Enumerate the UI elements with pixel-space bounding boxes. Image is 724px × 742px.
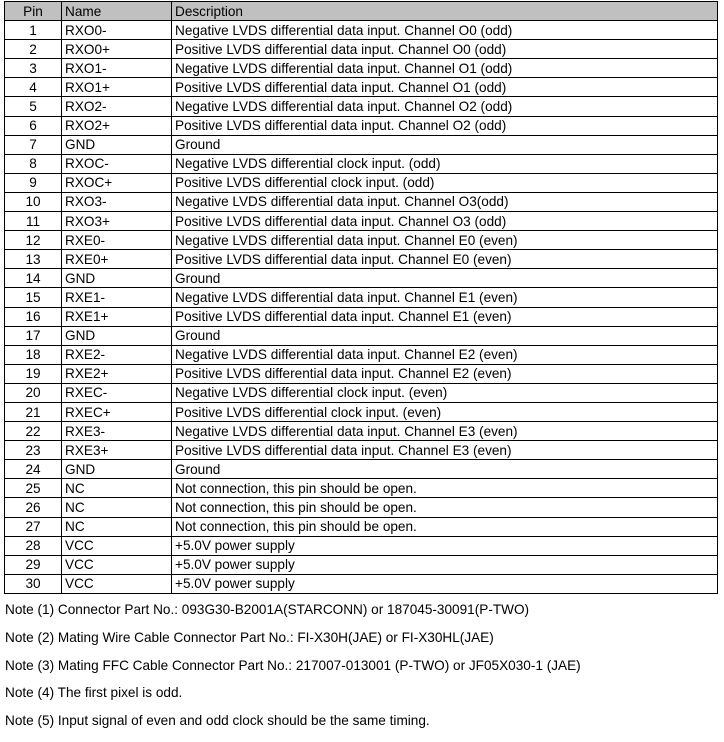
description-cell: Positive LVDS differential data input. Channel E2 (even) bbox=[172, 364, 718, 383]
pin-cell: 16 bbox=[5, 307, 62, 326]
description-cell: Positive LVDS differential data input. Channel E1 (even) bbox=[172, 307, 718, 326]
description-cell: Not connection, this pin should be open. bbox=[172, 498, 718, 517]
description-cell: Negative LVDS differential data input. Channel O2 (odd) bbox=[172, 97, 718, 116]
table-row bbox=[5, 231, 718, 250]
table-row bbox=[5, 269, 718, 288]
description-cell: Negative LVDS differential data input. Channel E2 (even) bbox=[172, 345, 718, 364]
table-row bbox=[5, 97, 718, 116]
signal-name-cell: RXOC- bbox=[62, 154, 172, 173]
signal-name-cell: RXO0+ bbox=[62, 40, 172, 59]
description-cell: Ground bbox=[172, 460, 718, 479]
pin-cell: 7 bbox=[5, 135, 62, 154]
signal-name-cell: RXO2+ bbox=[62, 116, 172, 135]
description-cell: +5.0V power supply bbox=[172, 536, 718, 555]
description-cell: Negative LVDS differential clock input. (odd) bbox=[172, 154, 718, 173]
pin-cell: 10 bbox=[5, 192, 62, 211]
table-row bbox=[5, 59, 718, 78]
note-line: Note (4) The first pixel is odd. bbox=[5, 685, 183, 701]
table-row bbox=[5, 40, 718, 59]
pin-cell: 25 bbox=[5, 479, 62, 498]
table-row bbox=[5, 364, 718, 383]
signal-name-cell: VCC bbox=[62, 574, 172, 593]
table-row bbox=[5, 460, 718, 479]
signal-name-cell: RXE0+ bbox=[62, 250, 172, 269]
table-row bbox=[5, 326, 718, 345]
table-header-row bbox=[5, 2, 718, 21]
pin-column-header: Pin bbox=[5, 2, 62, 21]
table-row bbox=[5, 116, 718, 135]
table-row bbox=[5, 192, 718, 211]
note-line: Note (5) Input signal of even and odd clock should be the same timing. bbox=[5, 713, 430, 729]
pin-cell: 2 bbox=[5, 40, 62, 59]
pin-cell: 22 bbox=[5, 422, 62, 441]
table-row bbox=[5, 402, 718, 421]
description-cell: Negative LVDS differential data input. Channel E3 (even) bbox=[172, 422, 718, 441]
table-row bbox=[5, 422, 718, 441]
table-row bbox=[5, 288, 718, 307]
description-cell: Positive LVDS differential data input. Channel O2 (odd) bbox=[172, 116, 718, 135]
signal-name-cell: RXE2- bbox=[62, 345, 172, 364]
pin-cell: 5 bbox=[5, 97, 62, 116]
description-cell: Negative LVDS differential data input. Channel E1 (even) bbox=[172, 288, 718, 307]
pin-cell: 3 bbox=[5, 59, 62, 78]
table-row bbox=[5, 498, 718, 517]
table-row bbox=[5, 555, 718, 574]
description-cell: Negative LVDS differential data input. Channel O1 (odd) bbox=[172, 59, 718, 78]
pin-cell: 13 bbox=[5, 250, 62, 269]
note-line: Note (1) Connector Part No.: 093G30-B2001A(STARCONN) or 187045-30091(P-TWO) bbox=[5, 602, 530, 617]
table-row bbox=[5, 78, 718, 97]
table-row bbox=[5, 21, 718, 40]
table-row bbox=[5, 517, 718, 536]
description-cell: Negative LVDS differential data input. Channel O3(odd) bbox=[172, 192, 718, 211]
pin-cell: 17 bbox=[5, 326, 62, 345]
pin-cell: 9 bbox=[5, 173, 62, 192]
signal-name-cell: RXO1- bbox=[62, 59, 172, 78]
pin-cell: 21 bbox=[5, 402, 62, 421]
description-cell: Negative LVDS differential data input. Channel O0 (odd) bbox=[172, 21, 718, 40]
description-cell: Not connection, this pin should be open. bbox=[172, 517, 718, 536]
description-cell: Positive LVDS differential data input. Channel O3 (odd) bbox=[172, 212, 718, 231]
pin-cell: 30 bbox=[5, 574, 62, 593]
description-cell: Negative LVDS differential clock input. (even) bbox=[172, 383, 718, 402]
pin-cell: 20 bbox=[5, 383, 62, 402]
pin-cell: 18 bbox=[5, 345, 62, 364]
pin-cell: 29 bbox=[5, 555, 62, 574]
description-cell: Ground bbox=[172, 326, 718, 345]
table-row bbox=[5, 173, 718, 192]
signal-name-cell: NC bbox=[62, 517, 172, 536]
description-cell: Positive LVDS differential data input. Channel E3 (even) bbox=[172, 441, 718, 460]
signal-name-cell: RXO3+ bbox=[62, 212, 172, 231]
description-cell: +5.0V power supply bbox=[172, 555, 718, 574]
signal-name-cell: RXEC- bbox=[62, 383, 172, 402]
table-row bbox=[5, 536, 718, 555]
description-cell: Positive LVDS differential data input. Channel E0 (even) bbox=[172, 250, 718, 269]
pin-cell: 15 bbox=[5, 288, 62, 307]
description-cell: Ground bbox=[172, 269, 718, 288]
note-line: Note (2) Mating Wire Cable Connector Part No.: FI-X30H(JAE) or FI-X30HL(JAE) bbox=[5, 629, 494, 645]
description-cell: Not connection, this pin should be open. bbox=[172, 479, 718, 498]
pin-cell: 23 bbox=[5, 441, 62, 460]
description-cell: Positive LVDS differential clock input. (odd) bbox=[172, 173, 718, 192]
table-row bbox=[5, 383, 718, 402]
table-row bbox=[5, 250, 718, 269]
signal-name-cell: RXO2- bbox=[62, 97, 172, 116]
signal-name-cell: RXO0- bbox=[62, 21, 172, 40]
signal-name-cell: RXE2+ bbox=[62, 364, 172, 383]
pin-cell: 8 bbox=[5, 154, 62, 173]
pin-cell: 12 bbox=[5, 231, 62, 250]
signal-name-cell: GND bbox=[62, 326, 172, 345]
signal-name-cell: RXE1+ bbox=[62, 307, 172, 326]
name-column-header: Name bbox=[62, 2, 172, 21]
pin-cell: 1 bbox=[5, 21, 62, 40]
pin-cell: 19 bbox=[5, 364, 62, 383]
table-row bbox=[5, 345, 718, 364]
pin-cell: 26 bbox=[5, 498, 62, 517]
description-cell: +5.0V power supply bbox=[172, 574, 718, 593]
description-cell: Ground bbox=[172, 135, 718, 154]
signal-name-cell: RXE0- bbox=[62, 231, 172, 250]
pin-cell: 6 bbox=[5, 116, 62, 135]
signal-name-cell: RXE3+ bbox=[62, 441, 172, 460]
pin-cell: 27 bbox=[5, 517, 62, 536]
description-cell: Negative LVDS differential data input. Channel E0 (even) bbox=[172, 231, 718, 250]
description-cell: Positive LVDS differential data input. Channel O0 (odd) bbox=[172, 40, 718, 59]
signal-name-cell: RXOC+ bbox=[62, 173, 172, 192]
table-row bbox=[5, 212, 718, 231]
table-row bbox=[5, 479, 718, 498]
signal-name-cell: VCC bbox=[62, 555, 172, 574]
table-row bbox=[5, 135, 718, 154]
pin-cell: 24 bbox=[5, 460, 62, 479]
signal-name-cell: RXE1- bbox=[62, 288, 172, 307]
signal-name-cell: VCC bbox=[62, 536, 172, 555]
note-line: Note (3) Mating FFC Cable Connector Part No.: 217007-013001 (P-TWO) or JF05X030-1 (JAE) bbox=[5, 657, 581, 673]
pin-cell: 11 bbox=[5, 212, 62, 231]
signal-name-cell: GND bbox=[62, 269, 172, 288]
pin-table-body bbox=[5, 21, 718, 594]
table-row bbox=[5, 574, 718, 593]
table-row bbox=[5, 154, 718, 173]
description-column-header: Description bbox=[172, 2, 718, 21]
pin-cell: 4 bbox=[5, 78, 62, 97]
pin-cell: 14 bbox=[5, 269, 62, 288]
signal-name-cell: GND bbox=[62, 135, 172, 154]
description-cell: Positive LVDS differential data input. Channel O1 (odd) bbox=[172, 78, 718, 97]
pin-cell: 28 bbox=[5, 536, 62, 555]
signal-name-cell: RXE3- bbox=[62, 422, 172, 441]
signal-name-cell: GND bbox=[62, 460, 172, 479]
table-row bbox=[5, 441, 718, 460]
signal-name-cell: RXO1+ bbox=[62, 78, 172, 97]
notes-section bbox=[5, 596, 719, 735]
signal-name-cell: RXO3- bbox=[62, 192, 172, 211]
description-cell: Positive LVDS differential clock input. (even) bbox=[172, 402, 718, 421]
table-row bbox=[5, 307, 718, 326]
signal-name-cell: RXEC+ bbox=[62, 402, 172, 421]
signal-name-cell: NC bbox=[62, 479, 172, 498]
pin-assignment-table bbox=[4, 1, 718, 594]
signal-name-cell: NC bbox=[62, 498, 172, 517]
